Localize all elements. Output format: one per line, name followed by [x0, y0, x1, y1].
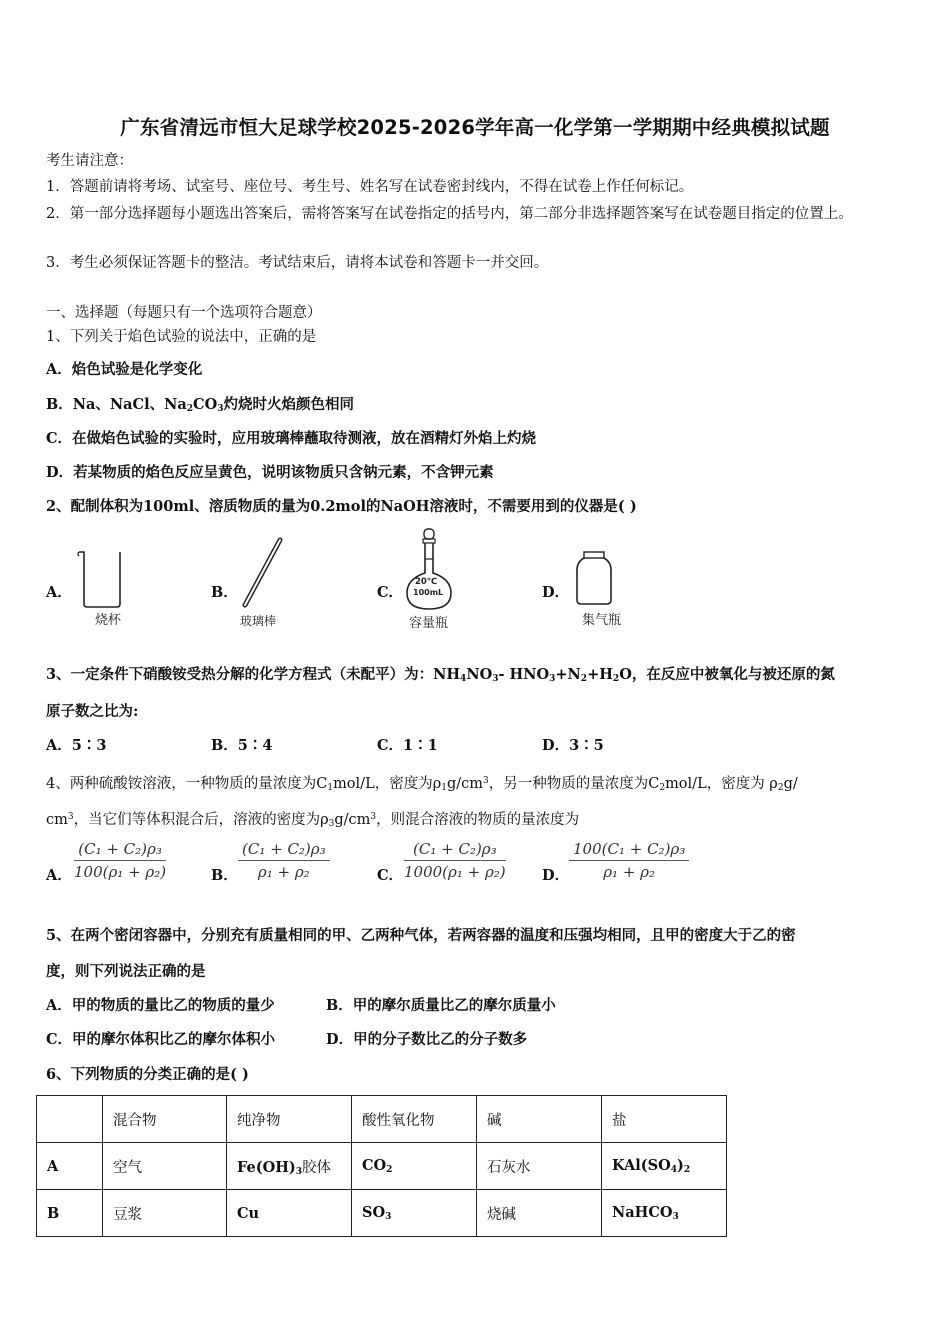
q4-label-b: B．	[211, 867, 238, 884]
q5-option-b: B．甲的摩尔质量比乙的摩尔质量小	[326, 997, 556, 1014]
table-row	[37, 1190, 727, 1237]
table-cell: 石灰水	[477, 1143, 602, 1190]
q5-option-a: A．甲的物质的量比乙的物质的量少	[46, 997, 275, 1014]
flask-temp-label: 20℃	[415, 577, 438, 587]
gas-jar-caption: 集气瓶	[582, 613, 622, 628]
table-header-cell: 碱	[477, 1096, 602, 1143]
q5-stem-2: 度，则下列说法正确的是	[46, 963, 206, 980]
q3-option-a: A．5∶3	[46, 737, 107, 754]
notice-item-3: 3．考生必须保证答题卡的整洁。考试结束后，请将本试卷和答题卡一并交回。	[46, 255, 549, 271]
q2-label-b: B．	[211, 584, 238, 601]
q2-label-a: A．	[46, 584, 72, 601]
table-cell: $CO_2$	[352, 1143, 477, 1190]
table-header-cell	[37, 1096, 103, 1143]
q5-option-d: D．甲的分子数比乙的分子数多	[326, 1031, 528, 1048]
q5-option-c: C．甲的摩尔体积比乙的摩尔体积小	[46, 1031, 276, 1048]
gas-jar-icon	[574, 550, 614, 606]
q1-option-a: A．焰色试验是化学变化	[46, 361, 203, 378]
q4-stem-2: $cm^3$，当它们等体积混合后，溶液的密度为$\rho_3g/cm^3$，则混合溶液的物质的量浓度为	[46, 812, 580, 829]
glass-rod-icon	[238, 537, 284, 611]
q3-option-c: C．1∶1	[377, 737, 438, 754]
table-cell: $Fe(OH)_3$胶体	[227, 1143, 352, 1190]
table-cell: B	[37, 1190, 103, 1237]
q2-label-c: C．	[377, 584, 404, 601]
notice-item-1: 1．答题前请将考场、试室号、座位号、考生号、姓名写在试卷密封线内，不得在试卷上作任何标记。	[46, 179, 694, 195]
q3-stem-2: 原子数之比为:	[46, 703, 139, 720]
section-heading: 一、选择题（每题只有一个选项符合题意）	[46, 305, 322, 321]
q4-fraction-a: $\frac{\text{(C₁ + C₂)ρ₃}}{\text{100(ρ₁ + ρ₂)}}$	[74, 840, 167, 881]
q4-label-d: D．	[542, 867, 570, 884]
table-cell: 烧碱	[477, 1190, 602, 1237]
table-header-cell: 盐	[602, 1096, 727, 1143]
q1-stem: 1、下列关于焰色试验的说法中，正确的是	[46, 329, 317, 345]
volumetric-flask-caption: 容量瓶	[409, 616, 449, 631]
q4-stem-1: 4、两种硫酸铵溶液，一种物质的量浓度为$C_1mol/L$，密度为$\rho_1g/cm^3$，另一种物质的量浓度为$C_2mol/L$，密度为 $\rho_2g/$	[46, 776, 798, 793]
q1-option-b: B．Na、NaCl、$Na_2CO_3$灼烧时火焰颜色相同	[46, 396, 354, 414]
q3-option-d: D．3∶5	[542, 737, 604, 754]
table-cell: 豆浆	[103, 1190, 227, 1237]
table-row	[37, 1143, 727, 1190]
q4-fraction-c: $\frac{\text{(C₁ + C₂)ρ₃}}{\text{1000(ρ₁ + ρ₂)}}$	[404, 840, 506, 881]
table-cell: $KAl(SO_4)_2$	[602, 1143, 727, 1190]
classification-table	[36, 1095, 727, 1237]
q6-stem: 6、下列物质的分类正确的是( )	[46, 1066, 249, 1083]
glass-rod-caption: 玻璃棒	[240, 614, 277, 628]
q1-option-c: C．在做焰色试验的实验时，应用玻璃棒蘸取待测液，放在酒精灯外焰上灼烧	[46, 430, 537, 447]
notice-heading: 考生请注意：	[46, 153, 133, 169]
q2-label-d: D．	[542, 584, 570, 601]
table-cell: Cu	[227, 1190, 352, 1237]
notice-item-2: 2．第一部分选择题每小题选出答案后，需将答案写在试卷指定的括号内，第二部分非选择题答案写在试卷题目指定的位置上。	[46, 206, 853, 222]
table-header-cell: 混合物	[103, 1096, 227, 1143]
q2-stem: 2、配制体积为100ml、溶质物质的量为0.2mol的NaOH溶液时，不需要用到的仪器是( )	[46, 498, 637, 515]
q4-fraction-d: $\frac{\text{100(C₁ + C₂)ρ₃}}{\text{ρ₁ + ρ₂}}$	[569, 840, 689, 881]
table-cell: 空气	[103, 1143, 227, 1190]
beaker-icon	[76, 548, 128, 610]
table-cell: NaHCO$_3$	[602, 1190, 727, 1237]
table-header-row	[37, 1096, 727, 1143]
table-cell: A	[37, 1143, 103, 1190]
q3-option-b: B．5∶4	[211, 737, 273, 754]
volumetric-flask-icon	[401, 527, 459, 615]
q5-stem-1: 5、在两个密闭容器中，分别充有质量相同的甲、乙两种气体，若两容器的温度和压强均相同，且甲的密度大于乙的密	[46, 927, 796, 944]
q4-fraction-b: $\frac{\text{(C₁ + C₂)ρ₃}}{\text{ρ₁ + ρ₂}}$	[238, 840, 330, 881]
beaker-caption: 烧杯	[95, 613, 122, 628]
table-header-cell: 纯净物	[227, 1096, 352, 1143]
exam-title: 广东省清远市恒大足球学校2025-2026学年高一化学第一学期期中经典模拟试题	[120, 116, 830, 139]
table-cell: $SO_3$	[352, 1190, 477, 1237]
q4-label-a: A．	[46, 867, 72, 884]
q1-option-d: D．若某物质的焰色反应呈黄色，说明该物质只含钠元素，不含钾元素	[46, 464, 494, 481]
table-header-cell: 酸性氧化物	[352, 1096, 477, 1143]
flask-volume-label: 100mL	[413, 588, 444, 597]
q4-label-c: C．	[377, 867, 404, 884]
q3-stem: 3、一定条件下硝酸铵受热分解的化学方程式（未配平）为：$NH_4NO_3-$ $HNO_3+N_2+H_2O$，在反应中被氧化与被还原的氮	[46, 666, 835, 684]
